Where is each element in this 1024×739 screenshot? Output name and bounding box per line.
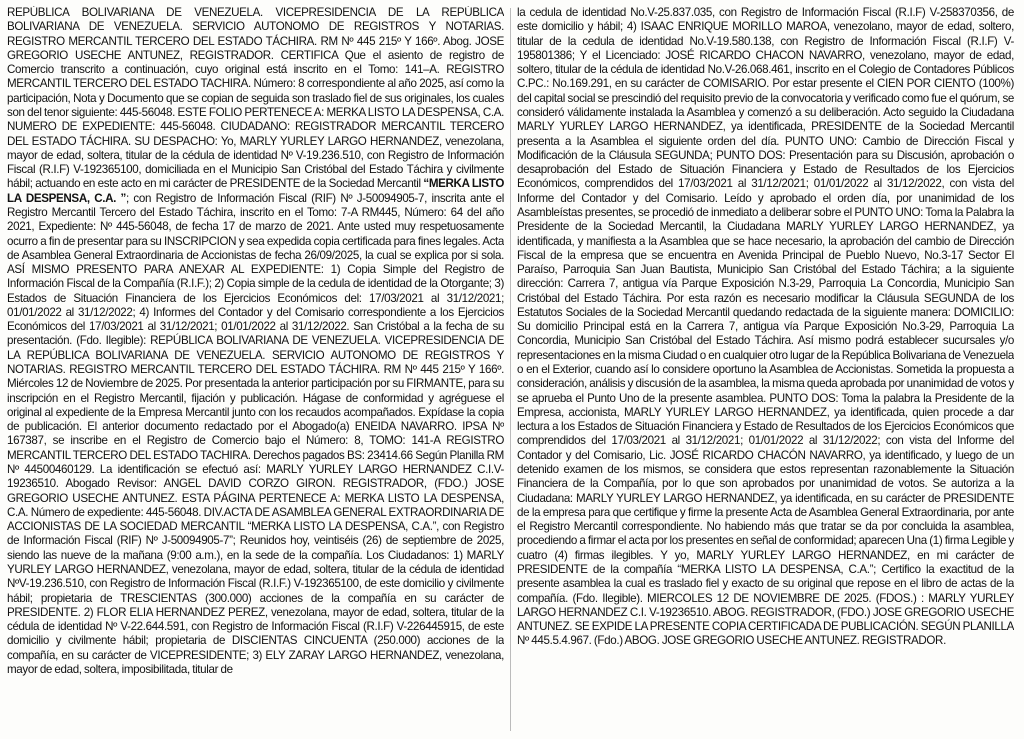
right-text-column — [517, 6, 1014, 733]
left-column-paragraph — [7, 6, 504, 677]
left-text-part-2: ; con Registro de Información Fiscal (RIF) Nº J-50094905-7, inscrita ante el Registro Mercantil Tercero del Estado Táchira, inscrito en el Tomo: 7-A RM445, Número: 64 del año 2021, Expediente: Nº 445-56048, de fecha 17 de marzo de 2021. Ante usted muy respetuosamente ocurro a fin de presentar para su INSCRIPCION y sea expedida copia certificada para fines legales. Acta de Asamblea General Extraordinaria de Accionistas de fecha 26/09/2025, la cual se explica por si sola. ASÍ MISMO PRESENTO PARA ANEXAR AL EXPEDIENTE: 1) Copia Simple del Registro de Información Fiscal de la Compañía (R.I.F.); 2) Copia simple de la cedula de identidad de la Otorgante; 3) Estados de Situación Financiera de los Ejercicios Económicos del: 17/03/2021 al 31/12/2021; 01/01/2022 al 31/12/2022; 4) Informes del Contador y del Comisario correspondiente a los Ejercicios Económicos del 17/03/2021 al 31/12/2021; 01/01/2022 al 31/12/2022. San Cristóbal a la fecha de su presentación. (Fdo. Ilegible): REPÚBLICA BOLIVARIANA DE VENEZUELA. VICEPRESIDENCIA DE LA REPÚBLICA BOLIVARIANA DE VENEZUELA. SERVICIO AUTONOMO DE REGISTROS Y NOTARIAS. REGISTRO MERCANTIL TERCERO DEL ESTADO TÁCHIRA. RM Nº 445 215º Y 166º. Miércoles 12 de Noviembre de 2025. Por presentada la anterior participación por su FIRMANTE, para su inscripción en el Registro Mercantil, fijación y publicación. Hágase de conformidad y agréguese el original al expediente de la Empresa Mercantil junto con los recaudos acompañados. Expídase la copia de publicación. El anterior documento redactado por el Abogado(a) ENEIDA NAVARRO. IPSA Nº 167387, se inscribe en el Registro de Comercio bajo el Número: 8, TOMO: 141-A REGISTRO MERCANTIL TERCERO DEL ESTADO TACHIRA. Derechos pagados BS: 23414.66 Según Planilla RM Nº 44500460129. La identificación se efectuó así: MARLY YURLEY LARGO HERNANDEZ C.I.V-19236510. Abogado Revisor: ANGEL DAVID CORZO GIRON. REGISTRADOR, (FDO.) JOSE GREGORIO USECHE ANTUNEZ. ESTA PÁGINA PERTENECE A: MERKA LISTO LA DESPENSA, C.A. Número de expediente: 445-56048. DIV.ACTA DE ASAMBLEA GENERAL EXTRAORDINARIA DE ACCIONISTAS DE LA SOCIEDAD MERCANTIL “MERKA LISTO LA DESPENSA, C.A.”, con Registro de Información Fiscal (RIF) Nº J-50094905-7”; Reunidos hoy, veintiséis (26) de septiembre de 2025, siendo las nueve de la mañana (9:00 a.m.), en la sede de la compañía. Los Ciudadanos: 1) MARLY YURLEY LARGO HERNANDEZ, venezolana, mayor de edad, soltera, titular de la cédula de identidad NºV-19.236.510, con Registro de Información Fiscal (R.I.F.) V-192365100, de este domicilio y civilmente hábil; propietaria de TRESCIENTAS (300.000) acciones de la compañía en su carácter de PRESIDENTE. 2) FLOR ELIA HERNANDEZ PEREZ, venezolana, mayor de edad, soltera, titular de la cédula de identidad Nº V-22.644.591, con Registro de Información Fiscal (R.I.F) V-226445915, de este domicilio y civilmente hábil; propietaria de DISCIENTAS CINCUENTA (250.000) acciones de la compañía, en su carácter de VICEPRESIDENTE; 3) ELY ZARAY LARGO HERNANDEZ, venezolana, mayor de edad, soltera, imposibilitada, titular de — [7, 191, 504, 676]
right-column-paragraph: la cedula de identidad No.V-25.837.035, con Registro de Información Fiscal (R.I.F) V-258370356, de este domicilio y hábil; 4) ISAAC ENRIQUE MORILLO MAROA, venezolano, mayor de edad, soltero, titular de la cedula de identidad No.V-19.580.138, con Registro de Información Fiscal (R.I.F) V-195801386; Y el Licenciado: JOSÉ RICARDO CHACON NAVARRO, venezolano, mayor de edad, soltero, titular de la cédula de identidad No.V-26.068.461, inscrito en el Colegio de Contadores Públicos C.PC.: No.169.291, en su carácter de COMISARIO. Por estar presente el CIEN POR CIENTO (100%) del capital social se prescindió del requisito previo de la convocatoria y verificado como fue el quórum, se consideró válidamente instalada la Asamblea y comenzó a su deliberación. Acto seguido la Ciudadana MARLY YURLEY LARGO HERNANDEZ, ya identificada, PRESIDENTE de la Sociedad Mercantil presenta a la Asamblea el siguiente orden del día. PUNTO UNO: Cambio de Dirección Fiscal y Modificación de la Cláusula SEGUNDA; PUNTO DOS: Presentación para su Discusión, aprobación o desaprobación del Estado de Situación Financiera y Estado de Resultados de los Ejercicios Económicos, comprendidos del 17/03/2021 al 31/12/2021; 01/01/2022 al 31/12/2022, con vista del Informe del Contador y del Comisario. Leído y aprobado el orden día, por unanimidad de los Asambleístas presentes, se procedió de inmediato a deliberar sobre el PUNTO UNO: Toma la Palabra la Presidente de la Sociedad Mercantil, la Ciudadana MARLY YURLEY LARGO HERNANDEZ, ya identificada, y manifiesta a la Asamblea que se hace necesario, la aprobación del cambio de Dirección Fiscal de la empresa que se encuentra en Avenida Principal de Pueblo Nuevo, No.3-17 Sector El Paraíso, Parroquia San Juan Bautista, Municipio San Cristóbal del Estado Táchira; a la siguiente dirección: Carrera 7, antigua vía Parque Exposición N.3-29, Parroquia La Concordia, Municipio San Cristóbal del Estado Táchira. Por esta razón es necesario modificar la Cláusula SEGUNDA de los Estatutos Sociales de la Sociedad Mercantil quedando redactada de la siguiente manera: DOMICILIO: Su domicilio Principal está en la Carrera 7, antigua vía Parque Exposición No.3-29, Parroquia La Concordia, Municipio San Cristóbal del Estado Táchira. Así mismo podrá establecer sucursales y/o representaciones en la misma Ciudad o en cualquier otro lugar de la República Bolivariana de Venezuela o en el Exterior, cuando así lo considere oportuno la Asamblea de Accionistas. Sometida la propuesta a consideración, análisis y discusión de la asamblea, la misma queda aprobada por unanimidad de votos y se aprueba el Punto Uno de la presente asamblea. PUNTO DOS: Toma la palabra la Presidente de la Empresa, accionista, MARLY YURLEY LARGO HERNANDEZ, ya identificada, quien procede a dar lectura a los Estados de Situación Financiera y Estado de Resultados de los Ejercicios Económicos que comprendidos del 17/03/2021 al 31/12/2021; 01/01/2022 al 31/12/2022; con vista del Informe del Contador y del Comisario, Lic. JOSÉ RICARDO CHACÓN NAVARRO, ya identificado, y luego de un detenido examen de los mismos, se considera que estos representan razonablemente la Situación Financiera de la Compañía, por lo que son aprobados por unanimidad de votos. Se autoriza a la Ciudadana: MARLY YURLEY LARGO HERNANDEZ, ya identificada, en su carácter de PRESIDENTE de la empresa para que certifique y firme la presente Acta de Asamblea General Extraordinaria, por ante el Registro Mercantil correspondiente. No habiendo más que tratar se da por concluida la asamblea, procediendo a firmar el acta por los presentes en señal de conformidad; aparecen Una (1) firma Legible y cuatro (4) firmas ilegibles. Y yo, MARLY YURLEY LARGO HERNANDEZ, en mi carácter de PRESIDENTE de la compañía “MERKA LISTO LA DESPENSA, C.A.”; Certifico la exactitud de la presente asamblea la cual es traslado fiel y exacto de su original que repose en el libro de actas de la compañía. (Fdo. Ilegible). MIERCOLES 12 DE NOVIEMBRE DE 2025. (FDOS.) : MARLY YURLEY LARGO HERNANDEZ C.I. V-19236510. ABOG. REGISTRADOR, (FDO.) JOSE GREGORIO USECHE ANTUNEZ. SE EXPIDE LA PRESENTE COPIA CERTIFICADA DE PUBLICACIÓN. SEGÚN PLANILLA Nº 445.5.4.967. (Fdo.) ABOG. JOSE GREGORIO USECHE ANTUNEZ. REGISTRADOR. — [517, 6, 1014, 648]
company-name-bold: “MERKA LISTO LA DESPENSA, C.A. ” — [7, 177, 504, 205]
left-text-column — [7, 6, 504, 733]
column-divider — [510, 8, 511, 731]
left-text-part-1: REPÚBLICA BOLIVARIANA DE VENEZUELA. VICEPRESIDENCIA DE LA REPÚBLICA BOLIVARIANA DE VENEZUELA. SERVICIO AUTONOMO DE REGISTROS Y NOTARIAS. REGISTRO MERCANTIL TERCERO DEL ESTADO TÁCHIRA. RM Nº 445 215º Y 166º. Abog. JOSE GREGORIO USECHE ANTUNEZ, REGISTRADOR. CERTIFICA Que el asiento de registro de Comercio transcrito a continuación, cuyo original está inscrito en el Tomo: 141–A. REGISTRO MERCANTIL TERCERO DEL ESTADO TACHIRA. Número: 8 correspondiente al año 2025, así como la participación, Nota y Documento que se copian de seguida son traslado fiel de sus originales, los cuales son del tenor siguiente: 445-56048. ESTE FOLIO PERTENECE A: MERKA LISTO LA DESPENSA, C.A. NUMERO DE EXPEDIENTE: 445-56048. CIUDADANO: REGISTRADOR MERCANTIL TERCERO DEL ESTADO TÁCHIRA. SU DESPACHO: Yo, MARLY YURLEY LARGO HERNANDEZ, venezolana, mayor de edad, soltera, titular de la cédula de identidad Nº V-19.236.510, con Registro de Información Fiscal (R.I.F) V-192365100, domiciliada en el Municipio San Cristóbal del Estado Táchira y civilmente hábil; actuando en este acto en mi carácter de PRESIDENTE de la Sociedad Mercantil — [7, 6, 504, 191]
